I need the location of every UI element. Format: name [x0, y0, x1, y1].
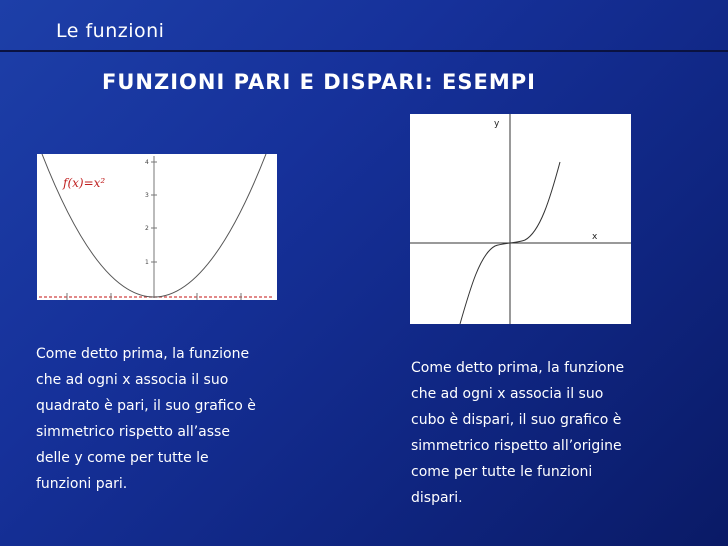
text-line: simmetrico rispetto all’asse [36, 424, 230, 440]
odd-function-description [411, 355, 691, 511]
x-axis-label: x [592, 232, 598, 242]
even-function-description [36, 341, 316, 497]
text-line: Come detto prima, la funzione [36, 346, 250, 362]
text-line: che ad ogni x associa il suo [36, 372, 229, 388]
text-line: delle y come per tutte le [36, 450, 209, 466]
ytick-label: 2 [145, 225, 149, 232]
text-line: simmetrico rispetto all’origine [411, 438, 622, 454]
text-line: funzioni pari. [36, 476, 128, 492]
text-line: cubo è dispari, il suo grafico è [411, 412, 622, 428]
text-line: come per tutte le funzioni [411, 464, 593, 480]
text-line: Come detto prima, la funzione [411, 360, 625, 376]
ytick-label: 1 [145, 259, 149, 266]
slide-title: FUNZIONI PARI E DISPARI: ESEMPI [102, 70, 536, 94]
odd-function-graph [410, 114, 631, 324]
section-header: Le funzioni [56, 20, 165, 42]
ytick-label: 4 [145, 159, 149, 166]
text-line: dispari. [411, 490, 463, 506]
text-line: che ad ogni x associa il suo [411, 386, 604, 402]
even-function-graph [37, 154, 277, 300]
ytick-label: 3 [145, 192, 149, 199]
header-divider [0, 50, 728, 52]
function-label: f(x)=x² [63, 176, 106, 190]
y-axis-label: y [494, 119, 500, 129]
text-line: quadrato è pari, il suo grafico è [36, 398, 256, 414]
